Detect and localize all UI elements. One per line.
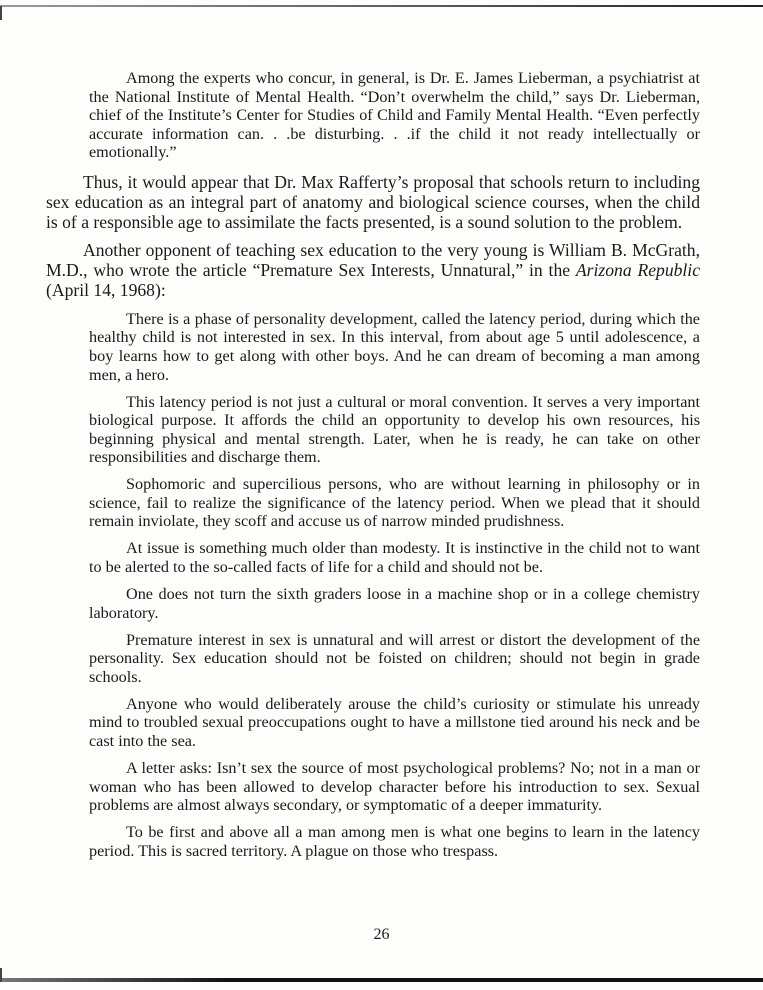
- top-left-corner-mark: [0, 6, 2, 20]
- intro-paragraph: Among the experts who concur, in general, is Dr. E. James Lieberman, a psychiatrist at the National Institute of Mental Health. “Don’t overwhelm the child,” says Dr. Lieberman, chief of the Institute’s Center for Studies of Child and Family Mental Health. “Even perfectly accurate information can. . .be disturbing. . .if the child it not ready intellectually or emotionally.”: [89, 69, 700, 162]
- mcgrath-quote-block: [89, 310, 700, 861]
- page-content: [46, 69, 700, 869]
- quote-paragraph: At issue is something much older than modesty. It is instinctive in the child not to want to be alerted to the so-called facts of life for a child and should not be.: [89, 539, 700, 577]
- quote-paragraph: A letter asks: Isn’t sex the source of most psychological problems? No; not in a man or woman who has been allowed to develop character before his introduction to sex. Sexual problems are almost always secondary, or symptomatic of a deeper immaturity.: [89, 758, 700, 815]
- lieberman-quote-block: [89, 69, 700, 162]
- quote-paragraph: Premature interest in sex is unnatural and will arrest or distort the development of the personality. Sex education should not be foisted on children; should not begin in grade schools.: [89, 630, 700, 686]
- opponent-paragraph: [46, 241, 700, 300]
- quote-paragraph: One does not turn the sixth graders loose in a machine shop or in a college chemistry laboratory.: [89, 585, 700, 622]
- conclusion-paragraph: Thus, it would appear that Dr. Max Rafferty’s proposal that schools return to including sex education as an integral part of anatomy and biological science courses, when the child is of a responsible age to assimilate the facts presented, is a sound solution to the problem.: [46, 171, 700, 232]
- top-border-rule: [0, 5, 763, 7]
- publication-date: (April 14, 1968):: [46, 279, 166, 300]
- page-number: 26: [373, 926, 390, 943]
- quote-paragraph: To be first and above all a man among men is what one begins to learn in the latency period. This is sacred territory. A plague on those who trespass.: [89, 823, 700, 860]
- quote-paragraph: Sophomoric and supercilious persons, who are without learning in philosophy or in science, fail to realize the significance of the latency period. When we plead that it should remain inviolate, they scoff and accuse us of narrow minded prudishness.: [89, 475, 700, 531]
- quote-paragraph: There is a phase of personality development, called the latency period, during which the healthy child is not interested in sex. In this interval, from about age 5 until adolescence, a boy learns how to get along with other boys. And he can dream of becoming a man among men, a hero.: [89, 309, 700, 384]
- bottom-border-rule: [0, 978, 763, 982]
- bottom-left-corner-mark: [0, 968, 2, 982]
- quote-paragraph: This latency period is not just a cultural or moral convention. It serves a very important biological purpose. It affords the child an opportunity to develop his own resources, his beginning physical and mental strength. Later, when he is ready, he can take on other responsibilities and discharge them.: [89, 392, 700, 467]
- publication-name: Arizona Republic: [575, 260, 701, 281]
- opponent-text: Another opponent of teaching sex education to the very young is William B. McGrath, M.D., who wrote the article “Premature Sex Interests, Unnatural,” in the: [46, 240, 700, 281]
- quote-paragraph: Anyone who would deliberately arouse the child’s curiosity or stimulate his unready mind to troubled sexual preoccupations ought to have a millstone tied around his neck and be cast into the sea.: [89, 694, 700, 750]
